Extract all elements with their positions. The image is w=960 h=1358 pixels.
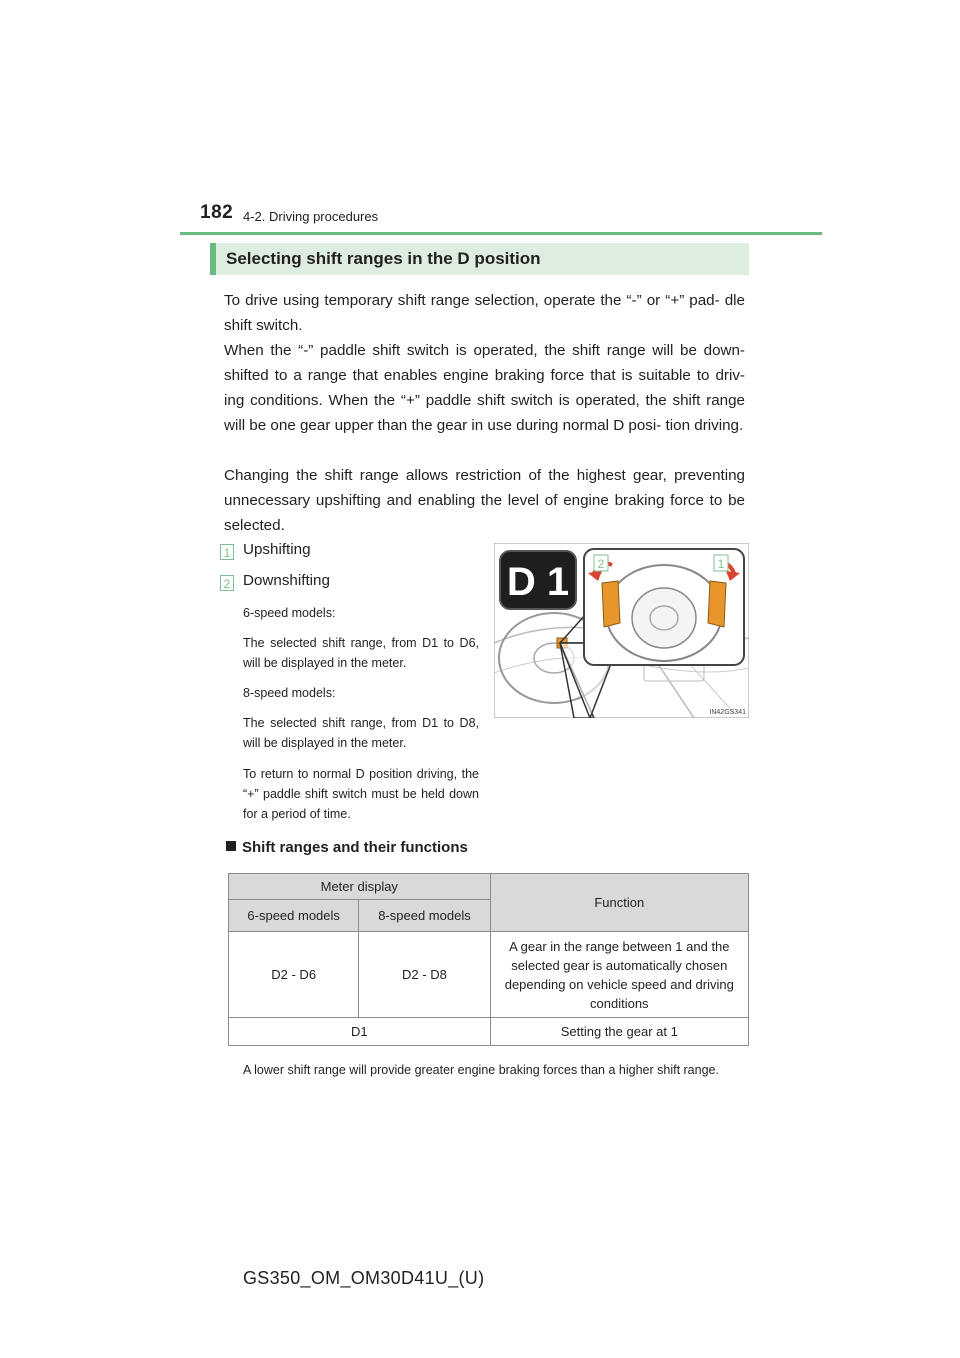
header-meter-display: Meter display (229, 874, 491, 900)
subheading (226, 839, 468, 856)
footer-document-code: GS350_OM_OM30D41U_(U) (243, 1268, 485, 1288)
meter-display-d1: D 1 (506, 560, 570, 604)
cell-d1: D1 (229, 1018, 491, 1046)
table-row (229, 932, 749, 1018)
section-title-bar (210, 243, 749, 275)
intro-paragraph: To drive using temporary shift range selection, operate the “-” or “+” pad- dle shift switch. (224, 292, 745, 334)
illustration-callout-1: 1 (717, 557, 725, 571)
step-number-1: 1 (220, 544, 234, 560)
header-rule (180, 232, 822, 235)
subheading-square-icon (226, 841, 236, 851)
header-function: Function (490, 874, 748, 932)
note-return-normal: To return to normal D position driving, the “+” paddle shift switch must be held down for a period of time. (243, 767, 479, 821)
subheading-text: Shift ranges and their functions (242, 839, 468, 856)
header-8speed: 8-speed models (359, 900, 490, 932)
step-number-2: 2 (220, 575, 234, 591)
shift-ranges-table (228, 873, 749, 1046)
illustration-code: IN42GS341 (709, 709, 746, 716)
illustration-callout-2: 2 (597, 557, 605, 571)
cell-function-auto: A gear in the range between 1 and the selected gear is automatically chosen depending on vehicle speed and driving conditions (490, 932, 748, 1018)
note-6speed-text: The selected shift range, from D1 to D6, will be displayed in the meter. (243, 636, 479, 670)
step-label-downshifting: Downshifting (243, 572, 330, 589)
header-6speed: 6-speed models (229, 900, 359, 932)
cell-8speed-range: D2 - D8 (359, 932, 490, 1018)
note-8speed-text: The selected shift range, from D1 to D8, will be displayed in the meter. (243, 716, 479, 750)
note-6speed-heading: 6-speed models: (243, 606, 336, 620)
footnote: A lower shift range will provide greater engine braking forces than a higher shift range. (243, 1063, 719, 1077)
page-number: 182 (200, 202, 234, 223)
downshift-paragraph: When the “-” paddle shift switch is operated, the shift range will be down- shifted to a range that enables engine braking force that is suitable to driv- ing conditions. When the “+” paddle shift switch is operated, the shift range will be one gear upper than the gear in use during normal D posi- tion driving. (224, 342, 745, 434)
cell-function-gear1: Setting the gear at 1 (490, 1018, 748, 1046)
note-8speed-heading: 8-speed models: (243, 686, 336, 700)
table-row (229, 1018, 749, 1046)
range-restriction-paragraph: Changing the shift range allows restriction of the highest gear, preventing unnecessary upshifting and enabling the level of engine braking force to be selected. (224, 467, 745, 534)
section-header: 4-2. Driving procedures (243, 209, 379, 224)
step-label-upshifting: Upshifting (243, 541, 311, 558)
section-title: Selecting shift ranges in the D position (226, 249, 541, 268)
cell-6speed-range: D2 - D6 (229, 932, 359, 1018)
paddle-shift-illustration (494, 543, 749, 718)
